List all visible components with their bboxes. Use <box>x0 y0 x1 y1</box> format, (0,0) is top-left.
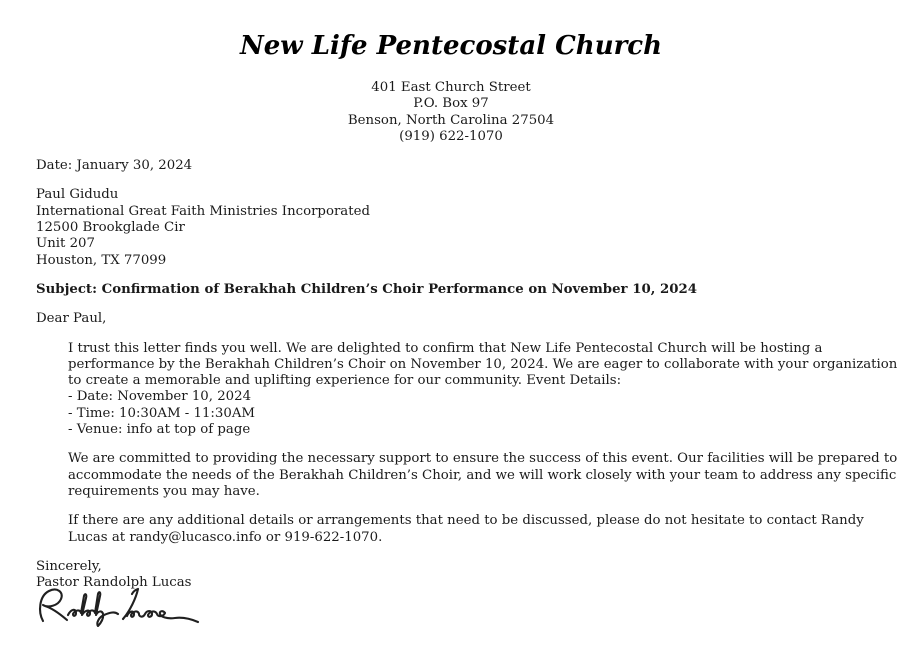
valediction: Sincerely, <box>36 558 102 574</box>
event-detail-date: - Date: November 10, 2024 <box>68 389 252 405</box>
date-block <box>36 158 866 174</box>
address-line: (919) 622-1070 <box>399 128 503 144</box>
body-line: requirements you may have. <box>68 483 260 499</box>
recipient-unit: Unit 207 <box>36 236 95 252</box>
subject-block <box>36 282 866 298</box>
recipient-name: Paul Gidudu <box>36 187 119 203</box>
recipient-block <box>36 187 866 268</box>
signature-scrawl <box>34 585 204 627</box>
signer-name: Pastor Randolph Lucas <box>36 575 192 591</box>
body-line: performance by the Berakhah Children’s Choir on November 10, 2024. We are eager to collaborate with your organization <box>68 356 898 372</box>
contact-info-line: Lucas at randy@lucasco.info or 919-622-1070. <box>68 529 383 545</box>
body-line: We are committed to providing the necessary support to ensure the success of this event. Our facilities will be prepared to <box>68 451 898 467</box>
event-detail-venue: - Venue: info at top of page <box>68 422 251 438</box>
body-paragraph-3 <box>36 513 866 546</box>
address-line: Benson, North Carolina 27504 <box>347 112 555 128</box>
event-detail-time: - Time: 10:30AM - 11:30AM <box>68 405 256 421</box>
recipient-city-state-zip: Houston, TX 77099 <box>36 252 167 268</box>
closing-block <box>36 559 866 592</box>
body-line: accommodate the needs of the Berakhah Children’s Choir, and we will work closely with your team to address any specific <box>68 467 897 483</box>
salutation: Dear Paul, <box>36 311 107 327</box>
address-line: P.O. Box 97 <box>413 96 489 112</box>
address-line: 401 East Church Street <box>371 80 531 95</box>
recipient-organization: International Great Faith Ministries Incorporated <box>36 203 370 219</box>
body-paragraph-1 <box>36 340 898 439</box>
date-line: Date: January 30, 2024 <box>36 158 193 174</box>
body-line: If there are any additional details or arrangements that need to be discussed, please do not hesitate to contact Randy <box>68 513 864 529</box>
salutation-block <box>36 311 866 327</box>
church-name: New Life Pentecostal Church <box>239 31 663 61</box>
subject-line: Subject: Confirmation of Berakhah Children’s Choir Performance on November 10, 2024 <box>36 281 697 297</box>
church-address-block <box>36 80 866 145</box>
body-line: to create a memorable and uplifting experience for our community. Event Details: <box>68 373 622 389</box>
recipient-street: 12500 Brookglade Cir <box>36 220 185 236</box>
body-line: I trust this letter finds you well. We are delighted to confirm that New Life Pentecostal Church will be hosting a <box>68 340 823 356</box>
body-paragraph-2 <box>36 451 898 500</box>
